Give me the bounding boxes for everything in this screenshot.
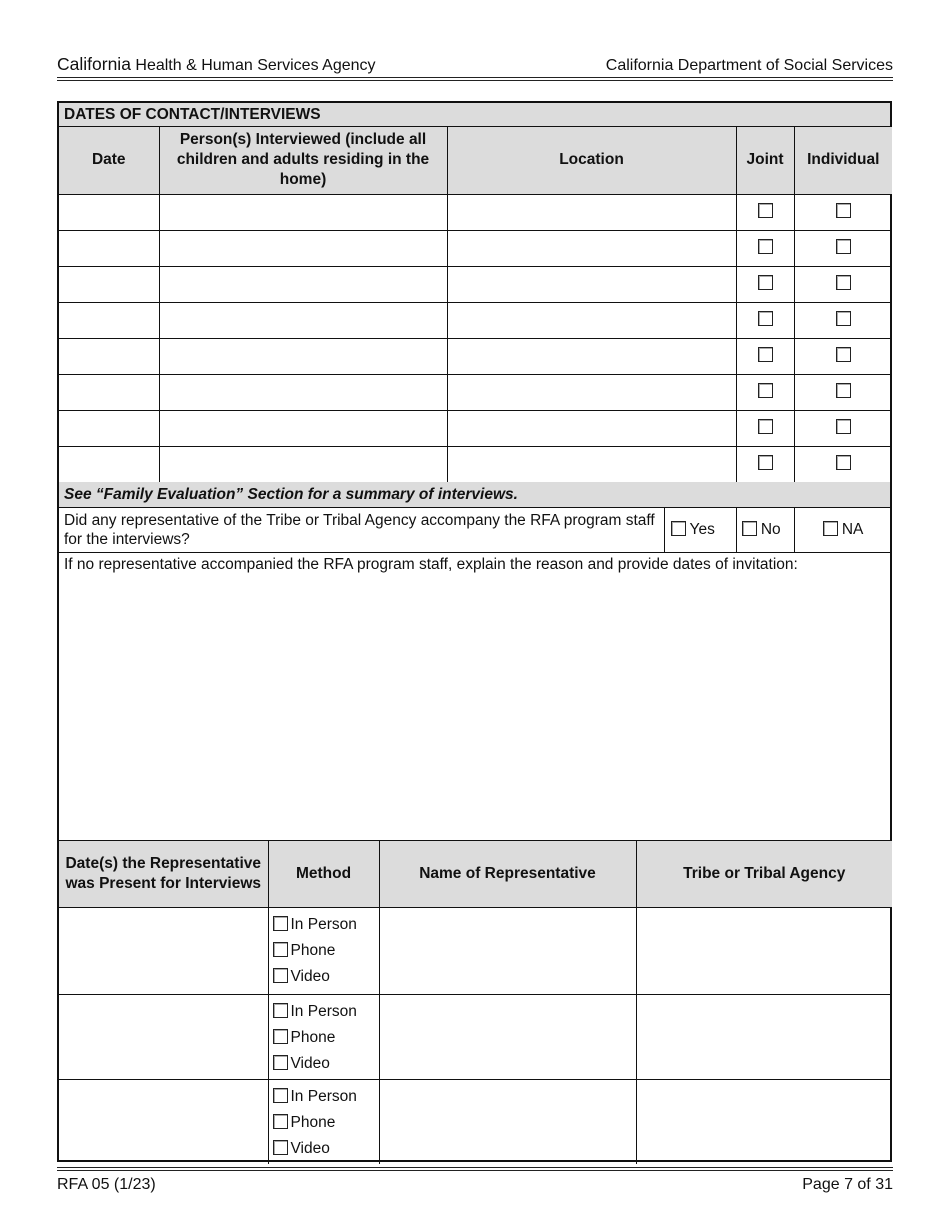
joint-checkbox[interactable]: [758, 455, 773, 470]
col-tribe: Tribe or Tribal Agency: [636, 841, 892, 908]
rep-name-field[interactable]: [379, 1080, 636, 1165]
method-phone-checkbox[interactable]: [273, 1114, 288, 1129]
method-phone-label: Phone: [290, 1114, 336, 1131]
persons-field[interactable]: [159, 338, 447, 374]
method-in-person-option[interactable]: [273, 1086, 379, 1112]
tribe-field[interactable]: [636, 995, 892, 1080]
joint-checkbox[interactable]: [758, 347, 773, 362]
option-na-label: NA: [841, 520, 864, 538]
form-id: RFA 05 (1/23): [57, 1176, 156, 1193]
method-in-person-checkbox[interactable]: [273, 916, 288, 931]
persons-field[interactable]: [159, 266, 447, 302]
date-field[interactable]: [59, 302, 159, 338]
location-field[interactable]: [447, 194, 736, 230]
header-rule: [57, 77, 893, 81]
individual-cell: [794, 194, 892, 230]
location-field[interactable]: [447, 374, 736, 410]
location-field[interactable]: [447, 446, 736, 482]
method-video-label: Video: [290, 1140, 330, 1157]
page-footer: [57, 1176, 893, 1194]
option-no-label: No: [760, 520, 781, 538]
joint-cell: [736, 446, 794, 482]
col-joint: Joint: [736, 127, 794, 194]
joint-cell: [736, 194, 794, 230]
location-field[interactable]: [447, 302, 736, 338]
joint-checkbox[interactable]: [758, 419, 773, 434]
rep-dates-field[interactable]: [59, 1080, 268, 1165]
method-in-person-option[interactable]: [273, 1001, 379, 1027]
col-date: Date: [59, 127, 159, 194]
joint-checkbox[interactable]: [758, 275, 773, 290]
method-phone-option[interactable]: [273, 1112, 379, 1138]
persons-field[interactable]: [159, 194, 447, 230]
date-field[interactable]: [59, 446, 159, 482]
explanation-field[interactable]: [59, 553, 890, 841]
col-method: Method: [268, 841, 379, 908]
method-phone-checkbox[interactable]: [273, 1029, 288, 1044]
individual-cell: [794, 230, 892, 266]
rep-name-field[interactable]: [379, 995, 636, 1080]
col-individual: Individual: [794, 127, 892, 194]
contact-row: [59, 410, 892, 446]
representative-row: [59, 908, 892, 995]
individual-checkbox[interactable]: [836, 239, 851, 254]
representatives-header-row: [59, 841, 892, 908]
col-location: Location: [447, 127, 736, 194]
method-video-option[interactable]: [273, 966, 379, 992]
method-in-person-label: In Person: [290, 1003, 357, 1020]
method-in-person-option[interactable]: [273, 914, 379, 940]
individual-cell: [794, 374, 892, 410]
contact-row: [59, 446, 892, 482]
tribe-field[interactable]: [636, 908, 892, 995]
individual-cell: [794, 338, 892, 374]
method-video-label: Video: [290, 968, 330, 985]
date-field[interactable]: [59, 338, 159, 374]
individual-cell: [794, 410, 892, 446]
na-checkbox[interactable]: [823, 521, 838, 536]
method-video-checkbox[interactable]: [273, 1055, 288, 1070]
individual-checkbox[interactable]: [836, 455, 851, 470]
date-field[interactable]: [59, 194, 159, 230]
method-phone-option[interactable]: [273, 1027, 379, 1053]
contact-row: [59, 302, 892, 338]
page-number: Page 7 of 31: [802, 1176, 893, 1193]
option-na[interactable]: [794, 508, 892, 552]
location-field[interactable]: [447, 410, 736, 446]
option-yes[interactable]: [664, 508, 736, 552]
contacts-table: [59, 127, 892, 482]
rep-dates-field[interactable]: [59, 995, 268, 1080]
date-field[interactable]: [59, 230, 159, 266]
footer-rule: [57, 1167, 893, 1171]
col-rep-dates: Date(s) the Representative was Present for Interviews: [59, 841, 268, 908]
no-checkbox[interactable]: [742, 521, 757, 536]
form-frame: [57, 101, 892, 1162]
persons-field[interactable]: [159, 446, 447, 482]
individual-checkbox[interactable]: [836, 275, 851, 290]
representative-row: [59, 1080, 892, 1165]
method-in-person-label: In Person: [290, 1088, 357, 1105]
col-persons: Person(s) Interviewed (include all children and adults residing in the home): [159, 127, 447, 194]
tribe-field[interactable]: [636, 1080, 892, 1165]
rep-name-field[interactable]: [379, 908, 636, 995]
contacts-body: [59, 194, 892, 482]
representatives-body: [59, 908, 892, 1165]
individual-checkbox[interactable]: [836, 347, 851, 362]
col-rep-name: Name of Representative: [379, 841, 636, 908]
method-options: [268, 908, 379, 995]
joint-checkbox[interactable]: [758, 203, 773, 218]
agency-name: [57, 54, 376, 75]
persons-field[interactable]: [159, 230, 447, 266]
tribal-question: Did any representative of the Tribe or Tribal Agency accompany the RFA program staff for the interviews?: [59, 508, 664, 552]
representatives-table: [59, 841, 892, 1165]
method-video-checkbox[interactable]: [273, 1140, 288, 1155]
rep-dates-field[interactable]: [59, 908, 268, 995]
page-header: [57, 53, 893, 75]
joint-cell: [736, 338, 794, 374]
method-video-checkbox[interactable]: [273, 968, 288, 983]
persons-field[interactable]: [159, 410, 447, 446]
section-title-contacts: DATES OF CONTACT/INTERVIEWS: [59, 103, 890, 127]
method-phone-option[interactable]: [273, 940, 379, 966]
method-phone-label: Phone: [290, 942, 336, 959]
contact-row: [59, 374, 892, 410]
agency-subtitle: Health & Human Services Agency: [135, 57, 376, 74]
family-evaluation-note: See “Family Evaluation” Section for a summary of interviews.: [59, 482, 890, 508]
individual-checkbox[interactable]: [836, 203, 851, 218]
method-video-option[interactable]: [273, 1053, 379, 1079]
persons-field[interactable]: [159, 302, 447, 338]
contact-row: [59, 266, 892, 302]
method-in-person-checkbox[interactable]: [273, 1003, 288, 1018]
contact-row: [59, 194, 892, 230]
joint-checkbox[interactable]: [758, 239, 773, 254]
contact-row: [59, 230, 892, 266]
individual-cell: [794, 446, 892, 482]
location-field[interactable]: [447, 266, 736, 302]
method-phone-label: Phone: [290, 1029, 336, 1046]
date-field[interactable]: [59, 410, 159, 446]
location-field[interactable]: [447, 230, 736, 266]
location-field[interactable]: [447, 338, 736, 374]
yes-checkbox[interactable]: [671, 521, 686, 536]
method-in-person-label: In Person: [290, 916, 357, 933]
individual-cell: [794, 302, 892, 338]
department-name: California Department of Social Services: [605, 57, 893, 74]
tribal-question-table: [59, 508, 892, 553]
agency-state: California: [57, 54, 131, 74]
individual-checkbox[interactable]: [836, 383, 851, 398]
option-no[interactable]: [736, 508, 794, 552]
persons-field[interactable]: [159, 374, 447, 410]
method-in-person-checkbox[interactable]: [273, 1088, 288, 1103]
date-field[interactable]: [59, 266, 159, 302]
explanation-label: If no representative accompanied the RFA program staff, explain the reason and provide dates of invitation:: [64, 555, 798, 573]
joint-cell: [736, 230, 794, 266]
individual-checkbox[interactable]: [836, 311, 851, 326]
joint-checkbox[interactable]: [758, 383, 773, 398]
joint-checkbox[interactable]: [758, 311, 773, 326]
joint-cell: [736, 410, 794, 446]
date-field[interactable]: [59, 374, 159, 410]
method-phone-checkbox[interactable]: [273, 942, 288, 957]
joint-cell: [736, 302, 794, 338]
method-video-label: Video: [290, 1055, 330, 1072]
option-yes-label: Yes: [689, 520, 715, 538]
method-video-option[interactable]: [273, 1138, 379, 1164]
contacts-header-row: [59, 127, 892, 194]
method-options: [268, 1080, 379, 1165]
contact-row: [59, 338, 892, 374]
joint-cell: [736, 266, 794, 302]
method-options: [268, 995, 379, 1080]
individual-checkbox[interactable]: [836, 419, 851, 434]
joint-cell: [736, 374, 794, 410]
individual-cell: [794, 266, 892, 302]
representative-row: [59, 995, 892, 1080]
